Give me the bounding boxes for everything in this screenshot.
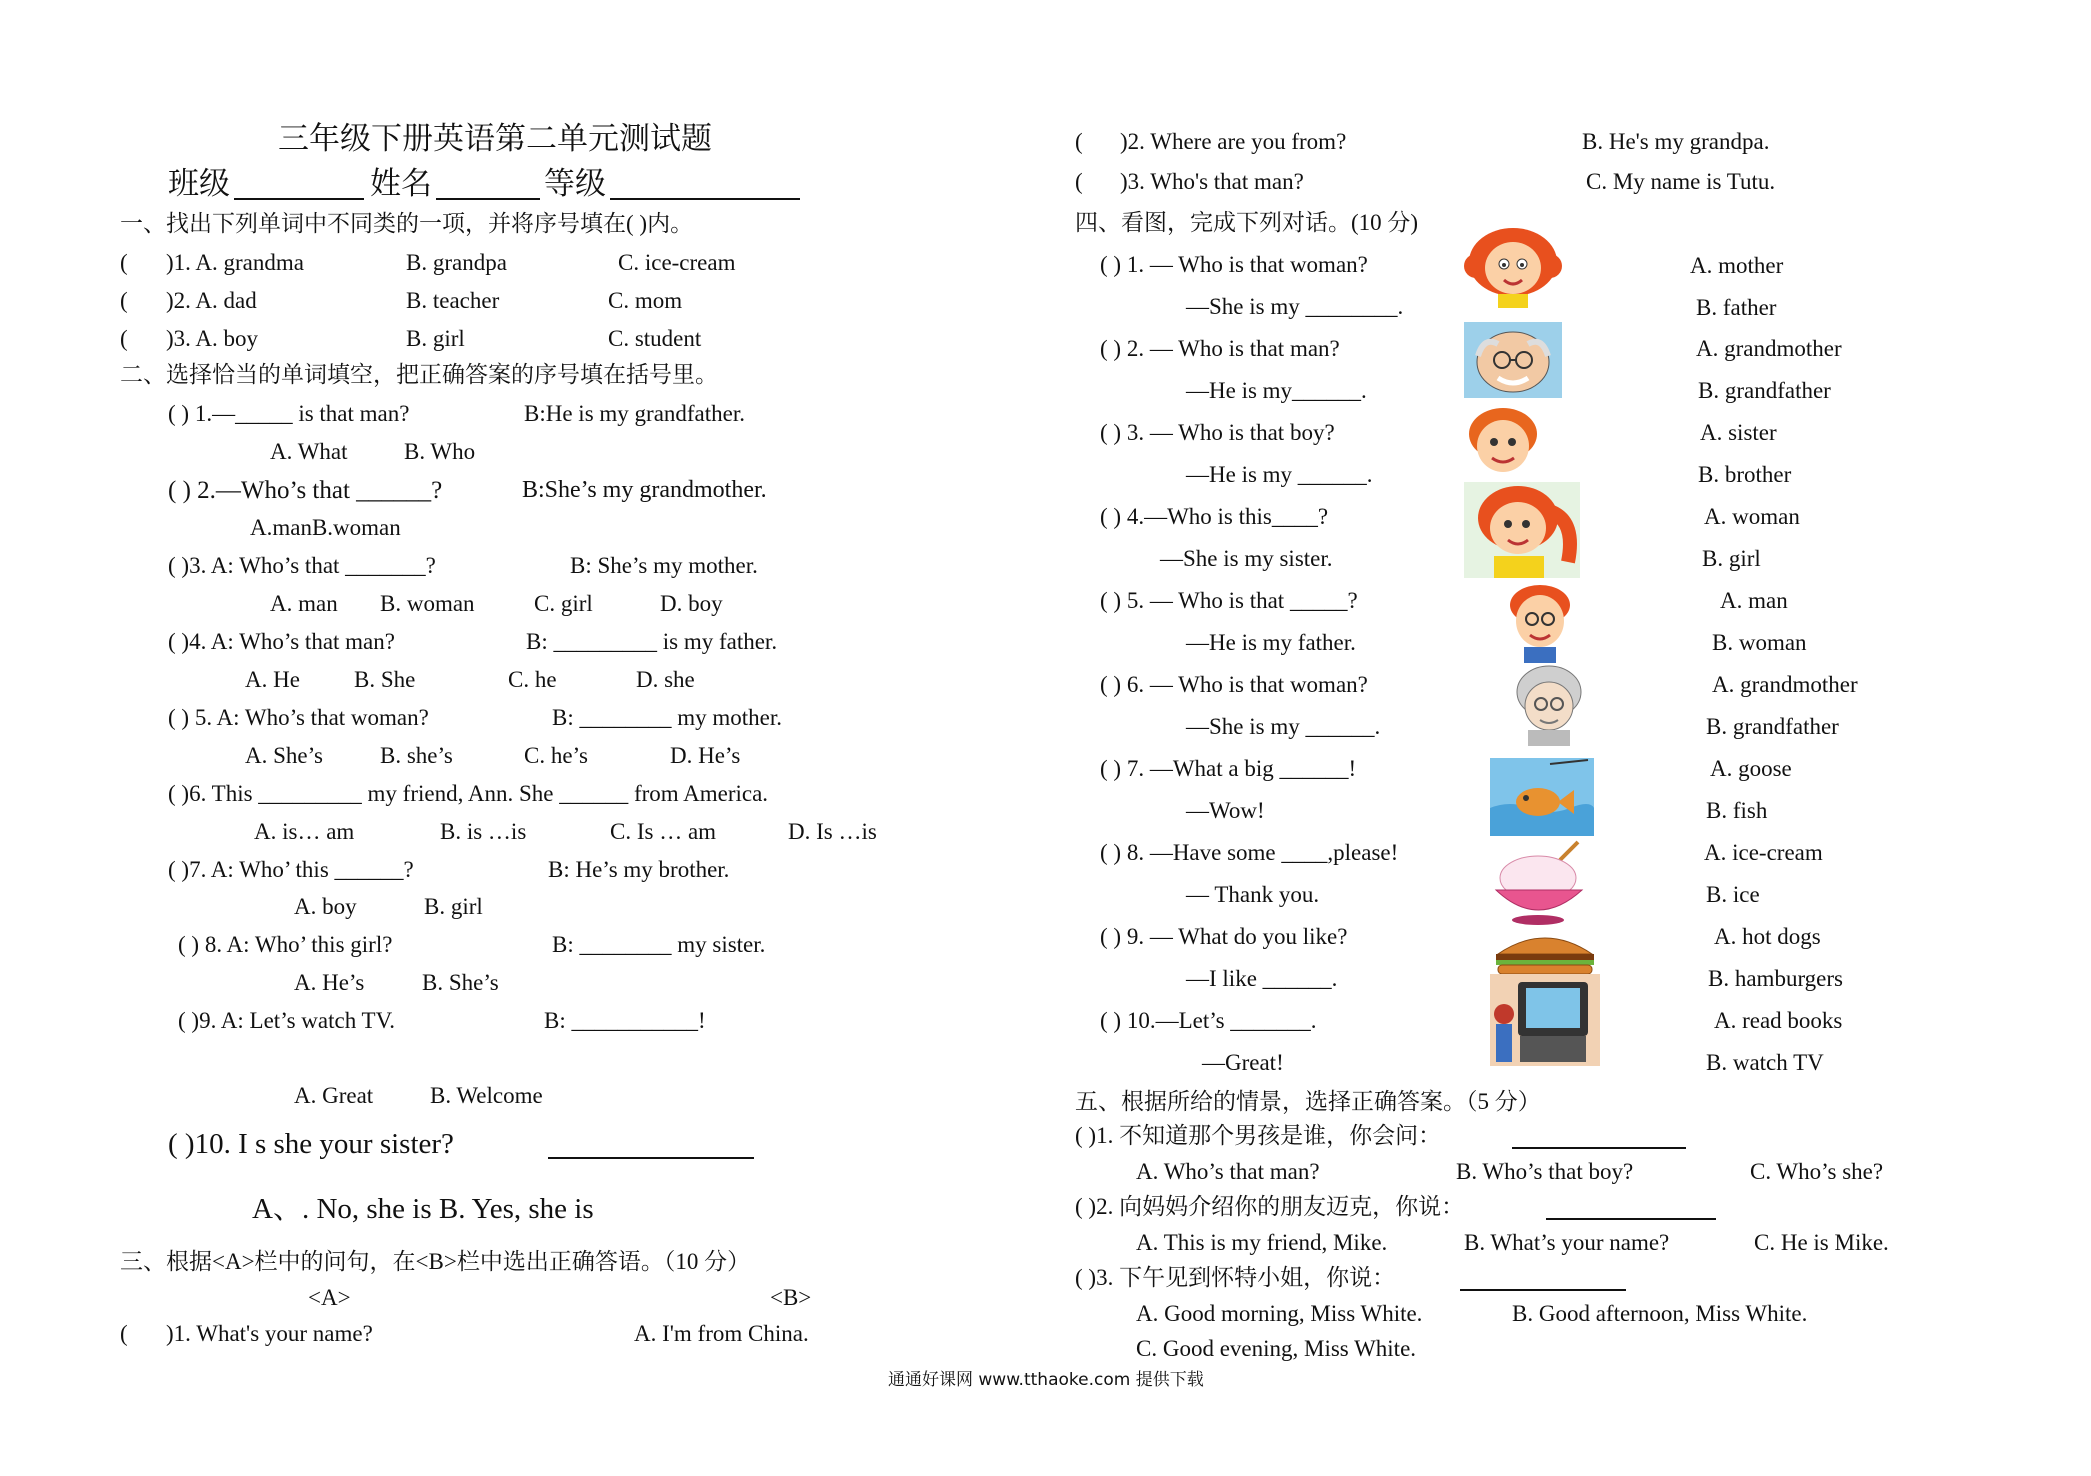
s4-option-a: A. grandmother xyxy=(1696,336,1842,361)
s5-blank[interactable] xyxy=(1512,1147,1686,1149)
s2-a4: B: _________ is my father. xyxy=(526,629,778,654)
s2-q5: ( ) 5. A: Who’s that woman? xyxy=(168,705,429,730)
s4-question: ( ) 9. — What do you like? xyxy=(1100,924,1348,949)
option: A. What xyxy=(270,439,348,464)
grandmother-cartoon-icon xyxy=(1510,662,1588,746)
s2-a3: B: She’s my mother. xyxy=(570,553,758,578)
hamburger-icon xyxy=(1490,930,1600,976)
s2-a8: B: ________ my sister. xyxy=(552,932,766,957)
s4-option-a: A. goose xyxy=(1710,756,1792,781)
option-c: C. mom xyxy=(608,288,683,313)
s4-option-a: A. sister xyxy=(1700,420,1777,445)
answer-bracket[interactable]: ( xyxy=(1075,169,1083,194)
s4-response: — Thank you. xyxy=(1186,882,1320,907)
grade-label: 等级 xyxy=(544,166,606,201)
s5-option: A. Good morning, Miss White. xyxy=(1136,1301,1423,1326)
s5-question: ( )2. 向妈妈介绍你的朋友迈克，你说： xyxy=(1075,1194,1465,1219)
section-2-heading: 二、选择恰当的单词填空，把正确答案的序号填在括号里。 xyxy=(120,362,718,387)
s4-option-b: B. fish xyxy=(1706,798,1768,823)
option: B. She’s xyxy=(422,970,499,995)
s4-option-a: A. read books xyxy=(1714,1008,1843,1033)
s4-option-a: A. ice-cream xyxy=(1704,840,1823,865)
s4-question: ( ) 5. — Who is that _____? xyxy=(1100,588,1358,613)
answer-bracket[interactable]: ( xyxy=(120,326,128,351)
s2-q8: ( ) 8. A: Who’ this girl? xyxy=(178,932,393,957)
s4-response: —She is my ________. xyxy=(1186,294,1404,319)
s4-option-a: A. woman xyxy=(1704,504,1800,529)
answer-bracket[interactable]: ( xyxy=(1075,129,1083,154)
option: C. he’s xyxy=(524,743,588,768)
option: A. He’s xyxy=(294,970,365,995)
s2-q1: ( ) 1.—_____ is that man? xyxy=(168,401,410,426)
s4-response: —He is my ______. xyxy=(1186,462,1373,487)
s5-blank[interactable] xyxy=(1460,1289,1626,1291)
option: D. Is …is xyxy=(788,819,877,844)
option: B. Welcome xyxy=(430,1083,543,1108)
s4-response: —I like ______. xyxy=(1186,966,1338,991)
option: A. is… am xyxy=(254,819,355,844)
s4-option-b: B. hamburgers xyxy=(1708,966,1844,991)
footer: 通通好课网 www.tthaoke.com 提供下载 xyxy=(888,1370,1204,1390)
answer-bracket[interactable]: ( xyxy=(120,250,128,275)
s4-response: —Great! xyxy=(1202,1050,1284,1075)
option: A. man xyxy=(270,591,338,616)
option: D. He’s xyxy=(670,743,741,768)
question-text: )1. A. grandma xyxy=(166,250,304,275)
s4-option-b: B. grandfather xyxy=(1706,714,1839,739)
option-c: C. ice-cream xyxy=(618,250,736,275)
s4-option-a: A. hot dogs xyxy=(1714,924,1821,949)
option: A. Great xyxy=(294,1083,374,1108)
tv-icon xyxy=(1490,974,1600,1066)
answer-bracket[interactable]: ( xyxy=(120,1321,128,1346)
section-4-heading: 四、看图，完成下列对话。(10 分) xyxy=(1075,210,1419,235)
s5-option: C. He is Mike. xyxy=(1754,1230,1889,1255)
s4-question: ( ) 7. —What a big ______! xyxy=(1100,756,1357,781)
column-b-label: <B> xyxy=(770,1285,812,1310)
option: B. she’s xyxy=(380,743,453,768)
option: D. she xyxy=(636,667,695,692)
s2-q10-options: A、. No, she is B. Yes, she is xyxy=(252,1193,594,1225)
option: B. Who xyxy=(404,439,476,464)
option: C. he xyxy=(508,667,557,692)
s5-option: B. Good afternoon, Miss White. xyxy=(1512,1301,1808,1326)
s4-option-b: B. girl xyxy=(1702,546,1761,571)
s4-response: —She is my ______. xyxy=(1186,714,1381,739)
option: A. He xyxy=(245,667,300,692)
option: A.manB.woman xyxy=(250,515,401,540)
s2-q4: ( )4. A: Who’s that man? xyxy=(168,629,395,654)
s5-question: ( )1. 不知道那个男孩是谁，你会问： xyxy=(1075,1123,1442,1148)
s4-question: ( ) 4.—Who is this____? xyxy=(1100,504,1329,529)
option-b: B. teacher xyxy=(406,288,500,313)
question-text: )3. A. boy xyxy=(166,326,258,351)
grandfather-cartoon-icon xyxy=(1464,322,1562,398)
section-3-heading: 三、根据<A>栏中的问句，在<B>栏中选出正确答语。（10 分） xyxy=(120,1249,751,1274)
option-b: B. grandpa xyxy=(406,250,507,275)
s2-q10: ( )10. I s she your sister? xyxy=(168,1128,454,1160)
s4-response: —She is my sister. xyxy=(1160,546,1333,571)
s4-option-b: B. ice xyxy=(1706,882,1760,907)
option-c: C. student xyxy=(608,326,702,351)
s4-option-a: A. man xyxy=(1720,588,1788,613)
column-a-label: <A> xyxy=(308,1285,351,1310)
s4-response: —He is my father. xyxy=(1186,630,1356,655)
option: B. is …is xyxy=(440,819,527,844)
answer-bracket[interactable]: ( xyxy=(120,288,128,313)
s5-option: A. Who’s that man? xyxy=(1136,1159,1320,1184)
s4-question: ( ) 1. — Who is that woman? xyxy=(1100,252,1368,277)
section-5-heading: 五、根据所给的情景，选择正确答案。（5 分） xyxy=(1075,1089,1541,1114)
option: B. girl xyxy=(424,894,483,919)
option: A. She’s xyxy=(245,743,323,768)
page-title: 三年级下册英语第二单元测试题 xyxy=(278,121,712,156)
option: B. She xyxy=(354,667,416,692)
s4-option-a: A. mother xyxy=(1690,253,1784,278)
s4-option-b: B. watch TV xyxy=(1706,1050,1824,1075)
s5-option: A. This is my friend, Mike. xyxy=(1136,1230,1388,1255)
s5-blank[interactable] xyxy=(1546,1218,1716,1220)
class-blank[interactable] xyxy=(234,198,364,200)
s4-response: —He is my______. xyxy=(1186,378,1367,403)
s3-question: )1. What's your name? xyxy=(166,1321,373,1346)
name-blank[interactable] xyxy=(436,198,540,200)
s3-answer: C. My name is Tutu. xyxy=(1586,169,1776,194)
s2-a5: B: ________ my mother. xyxy=(552,705,782,730)
s3-answer: A. I'm from China. xyxy=(634,1321,809,1346)
s5-option: B. Who’s that boy? xyxy=(1456,1159,1634,1184)
s2-q3: ( )3. A: Who’s that _______? xyxy=(168,553,436,578)
section-1-heading: 一、找出下列单词中不同类的一项，并将序号填在( )内。 xyxy=(120,211,694,236)
s2-a7: B: He’s my brother. xyxy=(548,857,730,882)
class-label: 班级 xyxy=(168,166,230,201)
option: C. girl xyxy=(534,591,593,616)
s2-a1: B:He is my grandfather. xyxy=(524,401,746,426)
s2-q9: ( )9. A: Let’s watch TV. xyxy=(178,1008,395,1033)
s4-response: —Wow! xyxy=(1186,798,1265,823)
s2-q6: ( )6. This _________ my friend, Ann. She ______ from America. xyxy=(168,781,769,806)
s4-question: ( ) 6. — Who is that woman? xyxy=(1100,672,1368,697)
woman-cartoon-icon xyxy=(1464,222,1562,308)
s2-q7: ( )7. A: Who’ this ______? xyxy=(168,857,414,882)
s4-option-b: B. grandfather xyxy=(1698,378,1831,403)
father-cartoon-icon xyxy=(1504,583,1576,663)
s4-option-b: B. brother xyxy=(1698,462,1792,487)
s4-question: ( ) 10.—Let’s _______. xyxy=(1100,1008,1317,1033)
option-b: B. girl xyxy=(406,326,465,351)
s3-question: )2. Where are you from? xyxy=(1120,129,1347,154)
girl-cartoon-icon xyxy=(1464,482,1580,578)
s4-question: ( ) 3. — Who is that boy? xyxy=(1100,420,1335,445)
s4-option-b: B. father xyxy=(1696,295,1777,320)
name-label: 姓名 xyxy=(370,166,432,201)
option: A. boy xyxy=(294,894,357,919)
s4-question: ( ) 2. — Who is that man? xyxy=(1100,336,1340,361)
s4-option-a: A. grandmother xyxy=(1712,672,1858,697)
s2-a2: B:She’s my grandmother. xyxy=(522,477,767,503)
s2-q2: ( ) 2.—Who’s that ______? xyxy=(168,477,443,504)
option: B. woman xyxy=(380,591,475,616)
boy-cartoon-icon xyxy=(1464,404,1542,480)
s3-answer: B. He's my grandpa. xyxy=(1582,129,1770,154)
s5-option: C. Good evening, Miss White. xyxy=(1136,1336,1417,1361)
s5-question: ( )3. 下午见到怀特小姐，你说： xyxy=(1075,1265,1396,1290)
fish-icon xyxy=(1490,758,1594,836)
s5-option: C. Who’s she? xyxy=(1750,1159,1884,1184)
option: C. Is … am xyxy=(610,819,717,844)
s3-question: )3. Who's that man? xyxy=(1120,169,1304,194)
s2-q10-blank[interactable] xyxy=(548,1157,754,1159)
option: D. boy xyxy=(660,591,723,616)
grade-blank[interactable] xyxy=(610,198,800,200)
s4-question: ( ) 8. —Have some ____,please! xyxy=(1100,840,1399,865)
s4-option-b: B. woman xyxy=(1712,630,1807,655)
s5-option: B. What’s your name? xyxy=(1464,1230,1670,1255)
s2-a9: B: ___________! xyxy=(544,1008,706,1033)
ice-cream-icon xyxy=(1490,840,1590,926)
question-text: )2. A. dad xyxy=(166,288,257,313)
